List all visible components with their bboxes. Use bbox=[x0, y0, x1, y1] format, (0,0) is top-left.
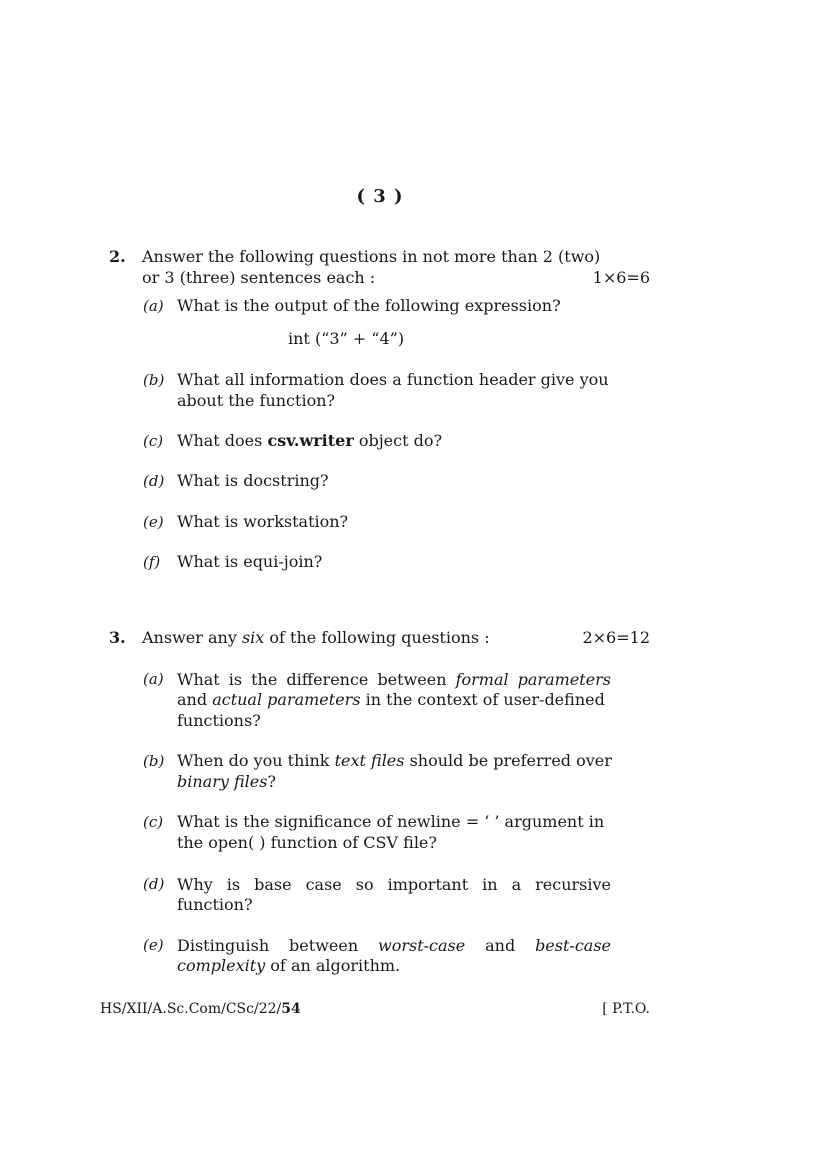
sub-question-text: What all information does a function header give you bbox=[177, 370, 609, 389]
sub-question-label: (b) bbox=[143, 371, 165, 389]
emphasis: binary files bbox=[177, 772, 268, 791]
sub-question-text: Why is base case so important in a recursive bbox=[177, 875, 611, 894]
question-number: 2. bbox=[109, 247, 126, 266]
sub-question-label: (d) bbox=[143, 472, 165, 490]
sub-question-text: What is workstation? bbox=[177, 512, 349, 531]
sub-question-text: What is the significance of newline = ‘ ’ argument in bbox=[177, 812, 605, 831]
sub-question-label: (c) bbox=[143, 432, 164, 450]
sub-question-text bbox=[177, 751, 612, 770]
sub-question-text bbox=[177, 956, 400, 975]
sub-question-label: (c) bbox=[143, 813, 164, 831]
page-number: ( 3 ) bbox=[356, 186, 404, 207]
paper-code-number: 54 bbox=[281, 1001, 301, 1017]
sub-question-text bbox=[177, 772, 276, 791]
text-segment: of the following questions : bbox=[269, 628, 490, 647]
emphasis: actual parameters bbox=[212, 690, 361, 709]
question-stem-line: Answer the following questions in not more than 2 (two) bbox=[142, 247, 601, 266]
sub-question-text: What is docstring? bbox=[177, 471, 329, 490]
text-segment: in the context of user-defined bbox=[365, 690, 605, 709]
sub-question-text: What is the output of the following expression? bbox=[177, 296, 561, 315]
emphasis: worst-case bbox=[378, 936, 466, 955]
sub-question-text: function? bbox=[177, 895, 253, 914]
marks-allocation: 2×6=12 bbox=[582, 628, 650, 647]
sub-question-text bbox=[177, 431, 442, 450]
question-stem-line bbox=[142, 628, 490, 647]
text-segment: object do? bbox=[358, 431, 443, 450]
text-segment: and bbox=[485, 936, 516, 955]
code-term: csv.writer bbox=[267, 431, 354, 450]
sub-question-label: (b) bbox=[143, 752, 165, 770]
sub-question-text: about the function? bbox=[177, 391, 336, 410]
text-segment: ? bbox=[267, 772, 277, 791]
text-segment: When do you think bbox=[177, 751, 330, 770]
emphasis: complexity bbox=[177, 956, 266, 975]
text-segment: and bbox=[177, 690, 208, 709]
question-number: 3. bbox=[109, 628, 126, 647]
sub-question-text bbox=[177, 935, 611, 956]
emphasis: text files bbox=[334, 751, 405, 770]
text-segment: HS/XII/A.Sc.Com/CSc/22/ bbox=[100, 1001, 282, 1017]
sub-question-label: (e) bbox=[143, 936, 164, 954]
paper-code bbox=[100, 1001, 301, 1017]
sub-question-text bbox=[177, 690, 605, 709]
sub-question-text: functions? bbox=[177, 711, 261, 730]
text-segment: of an algorithm. bbox=[270, 956, 401, 975]
sub-question-text bbox=[177, 669, 611, 690]
sub-question-label: (f) bbox=[143, 553, 161, 571]
emphasis: best-case bbox=[535, 936, 611, 955]
text-segment: What is the difference between bbox=[177, 670, 447, 689]
code-expression: int (“3” + “4”) bbox=[288, 329, 405, 348]
text-segment: Answer any bbox=[142, 628, 237, 647]
sub-question-label: (a) bbox=[143, 670, 164, 688]
emphasis: six bbox=[241, 628, 265, 647]
text-segment: should be preferred over bbox=[409, 751, 612, 770]
sub-question-label: (a) bbox=[143, 297, 164, 315]
sub-question-label: (d) bbox=[143, 875, 165, 893]
sub-question-text: the open( ) function of CSV file? bbox=[177, 833, 437, 852]
question-stem-line: or 3 (three) sentences each : bbox=[142, 268, 376, 287]
text-segment: Distinguish between bbox=[177, 936, 359, 955]
marks-allocation: 1×6=6 bbox=[592, 268, 650, 287]
text-segment: What does bbox=[177, 431, 263, 450]
sub-question-label: (e) bbox=[143, 513, 164, 531]
please-turn-over: [ P.T.O. bbox=[602, 1001, 650, 1017]
sub-question-text: What is equi-join? bbox=[177, 552, 323, 571]
emphasis: formal parameters bbox=[455, 670, 612, 689]
